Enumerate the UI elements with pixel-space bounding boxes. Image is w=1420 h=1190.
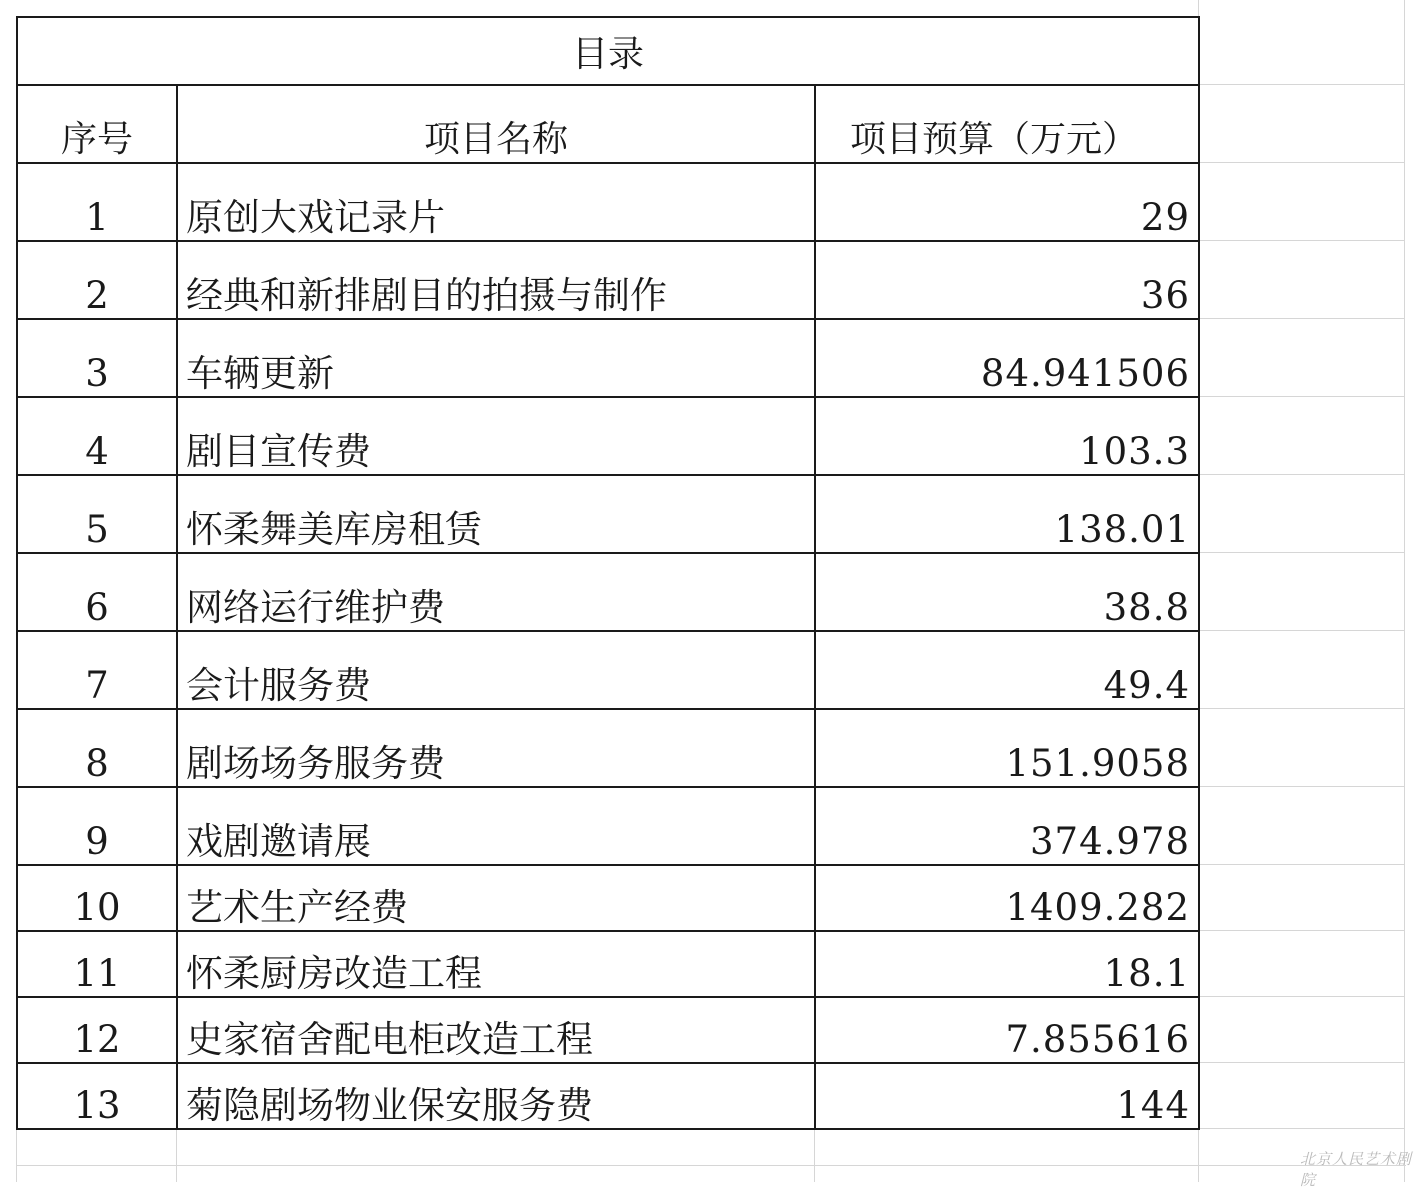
row-no: 5 — [17, 475, 177, 553]
row-budget: 151.9058 — [815, 709, 1199, 787]
table-row — [17, 397, 1199, 475]
row-no: 10 — [17, 865, 177, 931]
gridline — [1198, 240, 1405, 241]
table-row — [17, 319, 1199, 397]
table-row — [17, 787, 1199, 865]
header-no: 序号 — [17, 85, 177, 163]
row-no: 2 — [17, 241, 177, 319]
row-no: 9 — [17, 787, 177, 865]
header-row — [17, 85, 1199, 163]
gridline — [1198, 864, 1405, 865]
header-budget: 项目预算（万元） — [815, 85, 1199, 163]
gridline — [176, 1128, 177, 1182]
row-no: 12 — [17, 997, 177, 1063]
row-name: 艺术生产经费 — [177, 865, 815, 931]
gridline — [1198, 474, 1405, 475]
row-name: 怀柔厨房改造工程 — [177, 931, 815, 997]
row-name: 菊隐剧场物业保安服务费 — [177, 1063, 815, 1129]
row-name: 剧目宣传费 — [177, 397, 815, 475]
table-row — [17, 163, 1199, 241]
row-budget: 18.1 — [815, 931, 1199, 997]
row-budget: 7.855616 — [815, 997, 1199, 1063]
gridline — [16, 1128, 17, 1182]
gridline — [1198, 162, 1405, 163]
row-budget: 38.8 — [815, 553, 1199, 631]
header-name: 项目名称 — [177, 85, 815, 163]
row-no: 6 — [17, 553, 177, 631]
row-name: 车辆更新 — [177, 319, 815, 397]
catalog-title: 目录 — [17, 17, 1199, 85]
row-no: 3 — [17, 319, 177, 397]
gridline — [1198, 1128, 1405, 1129]
row-name: 原创大戏记录片 — [177, 163, 815, 241]
table-row — [17, 931, 1199, 997]
row-budget: 49.4 — [815, 631, 1199, 709]
table-row — [17, 997, 1199, 1063]
table-row — [17, 241, 1199, 319]
row-budget: 1409.282 — [815, 865, 1199, 931]
table-row — [17, 709, 1199, 787]
table-row — [17, 475, 1199, 553]
gridline — [814, 1128, 815, 1182]
row-no: 7 — [17, 631, 177, 709]
row-name: 会计服务费 — [177, 631, 815, 709]
row-budget: 36 — [815, 241, 1199, 319]
gridline — [1198, 1062, 1405, 1063]
row-name: 怀柔舞美库房租赁 — [177, 475, 815, 553]
row-no: 11 — [17, 931, 177, 997]
catalog-table — [16, 16, 1200, 1130]
gridline — [1198, 318, 1405, 319]
gridline — [1198, 996, 1405, 997]
row-name: 经典和新排剧目的拍摄与制作 — [177, 241, 815, 319]
row-no: 4 — [17, 397, 177, 475]
row-no: 13 — [17, 1063, 177, 1129]
row-budget: 138.01 — [815, 475, 1199, 553]
catalog-sheet — [16, 16, 1198, 1130]
gridline — [1198, 552, 1405, 553]
row-budget: 103.3 — [815, 397, 1199, 475]
gridline — [1198, 930, 1405, 931]
gridline — [1404, 0, 1405, 1182]
table-row — [17, 1063, 1199, 1129]
row-budget: 84.941506 — [815, 319, 1199, 397]
gridline — [1198, 630, 1405, 631]
row-name: 网络运行维护费 — [177, 553, 815, 631]
row-name: 剧场场务服务费 — [177, 709, 815, 787]
row-no: 1 — [17, 163, 177, 241]
gridline — [1198, 708, 1405, 709]
gridline — [1198, 786, 1405, 787]
row-budget: 374.978 — [815, 787, 1199, 865]
row-budget: 29 — [815, 163, 1199, 241]
table-row — [17, 865, 1199, 931]
table-row — [17, 553, 1199, 631]
row-budget: 144 — [815, 1063, 1199, 1129]
watermark-logo: 北京人民艺术剧院 — [1300, 1150, 1413, 1189]
title-row — [17, 17, 1199, 85]
row-name: 戏剧邀请展 — [177, 787, 815, 865]
gridline — [1198, 84, 1405, 85]
row-name: 史家宿舍配电柜改造工程 — [177, 997, 815, 1063]
gridline — [16, 1165, 1406, 1166]
table-row — [17, 631, 1199, 709]
row-no: 8 — [17, 709, 177, 787]
gridline — [1198, 396, 1405, 397]
